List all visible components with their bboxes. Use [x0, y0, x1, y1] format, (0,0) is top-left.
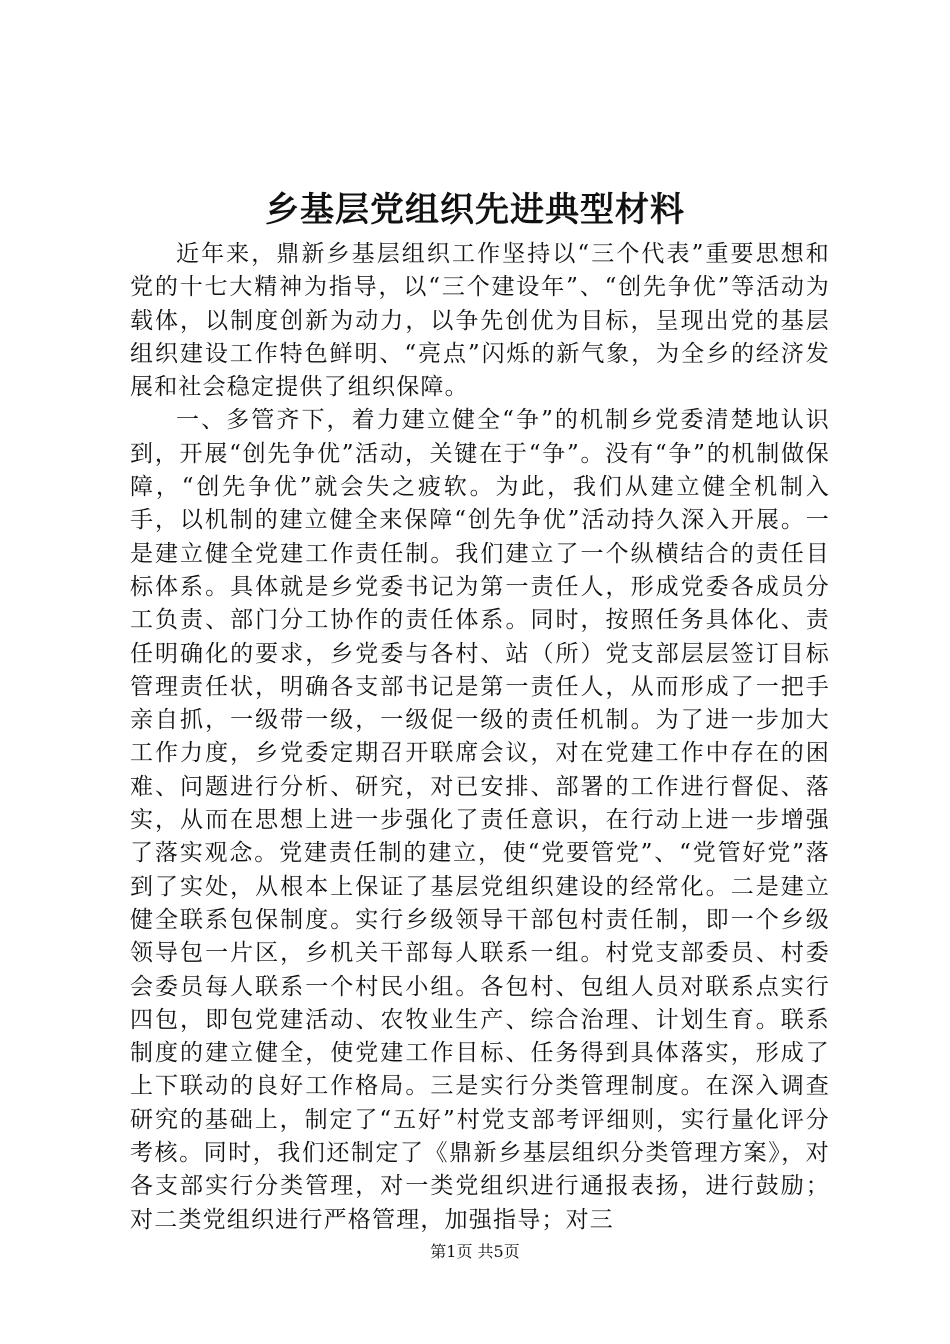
- page-footer: 第1页 共5页: [430, 1242, 520, 1261]
- document-body: [130, 238, 830, 1237]
- section-one-paragraph: 一、多管齐下，着力建立健全“争”的机制乡党委清楚地认识到，开展“创先争优”活动，关键在于“争”。没有“争”的机制做保障，“创先争优”就会失之疲软。为此，我们从建立健全机制入手，以机制的建立健全来保障“创先争优”活动持久深入开展。一是建立健全党建工作责任制。我们建立了一个纵横结合的责任目标体系。具体就是乡党委书记为第一责任人，形成党委各成员分工负责、部门分工协作的责任体系。同时，按照任务具体化、责任明确化的要求，乡党委与各村、站（所）党支部层层签订目标管理责任状，明确各支部书记是第一责任人，从而形成了一把手亲自抓，一级带一级，一级促一级的责任机制。为了进一步加大工作力度，乡党委定期召开联席会议，对在党建工作中存在的困难、问题进行分析、研究，对已安排、部署的工作进行督促、落实，从而在思想上进一步强化了责任意识，在行动上进一步增强了落实观念。党建责任制的建立，使“党要管党”、“党管好党”落到了实处，从根本上保证了基层党组织建设的经常化。二是建立健全联系包保制度。实行乡级领导干部包村责任制，即一个乡级领导包一片区，乡机关干部每人联系一组。村党支部委员、村委会委员每人联系一个村民小组。各包村、包组人员对联系点实行四包，即包党建活动、农牧业生产、综合治理、计划生育。联系制度的建立健全，使党建工作目标、任务得到具体落实，形成了上下联动的良好工作格局。三是实行分类管理制度。在深入调查研究的基础上，制定了“五好”村党支部考评细则，实行量化评分考核。同时，我们还制定了《鼎新乡基层组织分类管理方案》，对各支部实行分类管理，对一类党组织进行通报表扬，进行鼓励；对二类党组织进行严格管理，加强指导；对三: [130, 407, 830, 1233]
- document-title: 乡基层党组织先进典型材料: [265, 190, 685, 230]
- intro-paragraph: 近年来，鼎新乡基层组织工作坚持以“三个代表”重要思想和党的十七大精神为指导，以“三个建设年”、“创先争优”等活动为载体，以制度创新为动力，以争先创优为目标，呈现出党的基层组织建设工作特色鲜明、“亮点”闪烁的新气象，为全乡的经济发展和社会稳定提供了组织保障。: [130, 241, 830, 401]
